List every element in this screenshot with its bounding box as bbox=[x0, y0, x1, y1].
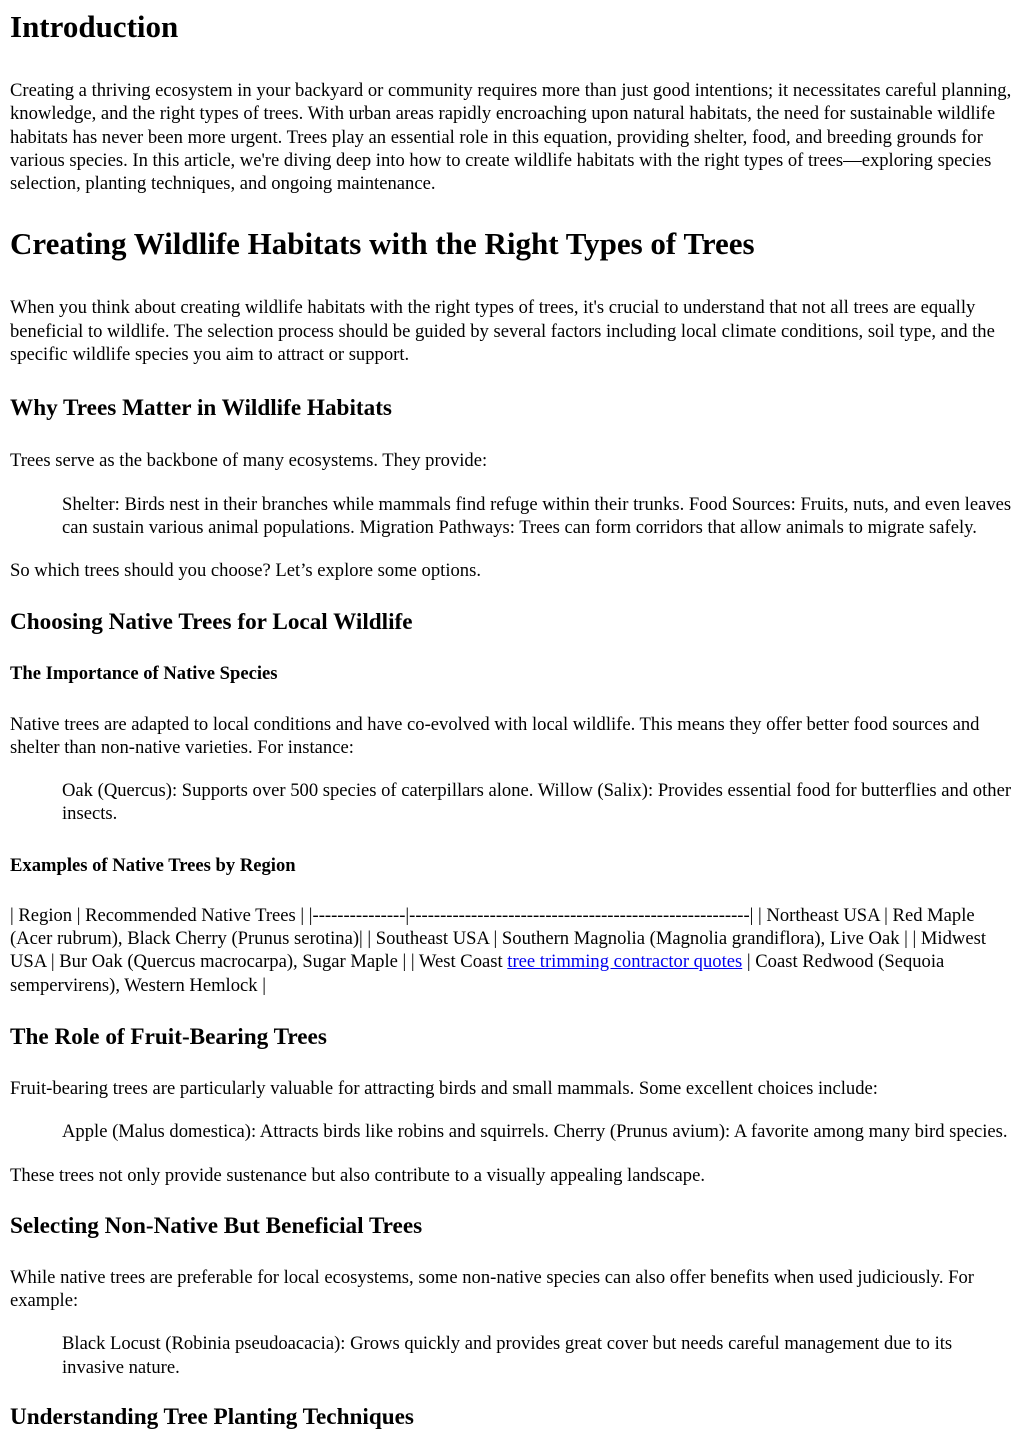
why-paragraph: Trees serve as the backbone of many ecosystems. They provide: bbox=[10, 450, 488, 472]
examples-text-before: | Region | Recommended Native Trees | |---------------|-------------------------------------------------------| | Northeast USA | Red Maple (Acer rubrum), Black Cherry (Prunus serotina)| | Southeast USA | Southern Magnolia (Magnolia grandiflora), Live Oak | | Midwest USA | Bur Oak (Quercus macrocarpa), Sugar Maple | | West Coast bbox=[10, 904, 986, 973]
examples-heading: Examples of Native Trees by Region bbox=[10, 854, 296, 876]
examples-text-after: | Coast Redwood (Sequoia sempervirens), Western Hemlock | bbox=[10, 951, 945, 996]
nonnative-heading: Selecting Non-Native But Beneficial Trees bbox=[10, 1212, 423, 1239]
importance-paragraph: Native trees are adapted to local conditions and have co-evolved with local wildlife. This means they offer better food sources and shelter than non-native varieties. For instance: bbox=[10, 713, 980, 758]
native-heading: Choosing Native Trees for Local Wildlife bbox=[10, 608, 413, 635]
fruit-paragraph: Fruit-bearing trees are particularly valuable for attracting birds and small mammals. Some excellent choices include: bbox=[10, 1077, 878, 1099]
nonnative-quote: Black Locust (Robinia pseudoacacia): Grows quickly and provides great cover but needs careful management due to its invasive nature. bbox=[62, 1333, 953, 1378]
planting-heading: Understanding Tree Planting Techniques bbox=[10, 1404, 414, 1431]
fruit-heading: The Role of Fruit-Bearing Trees bbox=[10, 1023, 327, 1050]
main-heading: Creating Wildlife Habitats with the Right Types of Trees bbox=[10, 226, 755, 262]
nonnative-paragraph: While native trees are preferable for local ecosystems, some non-native species can also offer benefits when used judiciously. For example: bbox=[10, 1266, 974, 1312]
importance-quote: Oak (Quercus): Supports over 500 species of caterpillars alone. Willow (Salix): Provides essential food for butterflies and other insects. bbox=[62, 780, 1012, 825]
why-heading: Why Trees Matter in Wildlife Habitats bbox=[10, 395, 392, 422]
main-paragraph: When you think about creating wildlife habitats with the right types of trees, it's crucial to understand that not all trees are equally beneficial to wildlife. The selection process should be guided by several factors including local climate conditions, soil type, and the specific wildlife species you aim to attract or support. bbox=[10, 297, 995, 366]
fruit-quote: Apple (Malus domestica): Attracts birds like robins and squirrels. Cherry (Prunus avium): A favorite among many bird species. bbox=[62, 1121, 1008, 1143]
importance-heading: The Importance of Native Species bbox=[10, 662, 278, 684]
intro-paragraph: Creating a thriving ecosystem in your backyard or community requires more than just good intentions; it necessitates careful planning, knowledge, and the right types of trees. With urban areas rapidly encroaching upon natural habitats, the need for sustainable wildlife habitats has never been more urgent. Trees play an essential role in this equation, providing shelter, food, and breeding grounds for various species. In this article, we're diving deep into how to create wildlife habitats with the right types of trees—exploring species selection, planting techniques, and ongoing maintenance. bbox=[10, 80, 1012, 195]
intro-heading: Introduction bbox=[10, 9, 179, 44]
why-followup: So which trees should you choose? Let’s explore some options. bbox=[10, 560, 481, 582]
why-quote: Shelter: Birds nest in their branches while mammals find refuge within their trunks. Food Sources: Fruits, nuts, and even leaves can sustain various animal populations. Migration Pathways: Trees can form corridors that allow animals to migrate safely. bbox=[62, 493, 1012, 538]
tree-trimming-link[interactable]: tree trimming contractor quotes bbox=[507, 951, 743, 973]
fruit-followup: These trees not only provide sustenance but also contribute to a visually appealing landscape. bbox=[10, 1164, 705, 1186]
examples-table-text bbox=[10, 904, 1014, 997]
